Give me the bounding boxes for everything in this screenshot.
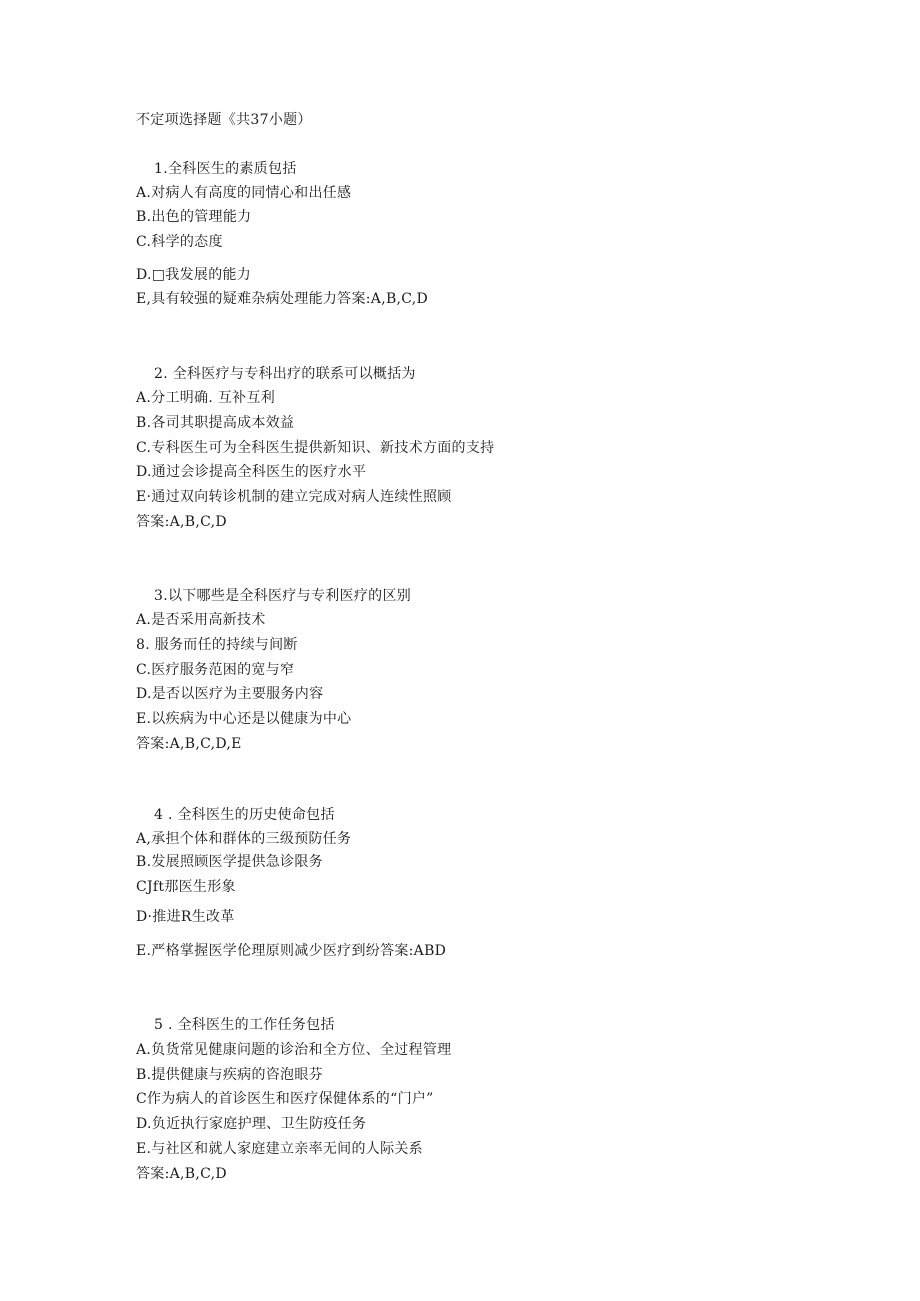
question-1-option-e-answer: E,具有较强的疑难杂病处理能力答案:A,B,C,D <box>136 291 429 307</box>
question-2-stem: 2. 全科医疗与专科出疗的联系可以概括为 <box>154 366 416 382</box>
question-5-option-e: E.与社区和就人家庭建立亲率无间的人际关系 <box>136 1141 423 1157</box>
question-5-stem: 5 . 全科医生的工作任务包括 <box>154 1017 335 1033</box>
question-4-option-a: A,承担个体和群体的三级预防任务 <box>136 831 352 847</box>
question-5-option-c: C作为病人的首诊医生和医疗保健体系的“门户” <box>136 1091 434 1107</box>
question-3-option-a: A.是否采用高新技术 <box>136 612 266 628</box>
question-4-option-c: CJft那医生形象 <box>136 879 236 895</box>
question-4-stem: 4 . 全科医生的历史使命包括 <box>154 807 335 823</box>
question-2-option-c: C.专科医生可为全科医生提供新知识、新技术方面的支持 <box>136 440 495 456</box>
question-3-option-c: C.医疗服务范困的宽与窄 <box>136 662 295 678</box>
question-4-option-e-answer: E.严格掌握医学伦理原则减少医疗到纷答案:ABD <box>136 943 447 959</box>
question-5-option-d: D.负近执行家庭护理、卫生防疫任务 <box>136 1116 367 1132</box>
question-1-option-b: B.出色的管理能力 <box>136 209 252 225</box>
question-1-option-a: A.对病人有高度的同情心和出任感 <box>136 185 352 201</box>
question-4-option-d: D·推进R生改革 <box>136 909 235 925</box>
question-5-answer: 答案:A,B,C,D <box>136 1166 227 1182</box>
question-2-option-a: A.分工明确. 互补互利 <box>136 390 276 406</box>
question-2-option-e: E·通过双向转诊机制的建立完成对病人连续性照顾 <box>136 489 452 505</box>
question-2-answer: 答案:A,B,C,D <box>136 514 227 530</box>
question-3-option-b: 8. 服务而任的持续与间断 <box>136 637 298 653</box>
question-1-stem: 1.全科医生的素质包括 <box>154 161 297 177</box>
question-3-option-d: D.是否以医疗为主要服务内容 <box>136 686 324 702</box>
question-5-option-a: A.负货常见健康问题的诊治和全方位、全过程管理 <box>136 1042 452 1058</box>
question-5-option-b: B.提供健康与疾病的咨泡眼芬 <box>136 1067 323 1083</box>
question-1-option-c: C.科学的态度 <box>136 234 223 250</box>
question-2-option-d: D.通过会诊提高全科医生的医疗水平 <box>136 464 367 480</box>
question-3-option-e: E.以疾病为中心还是以健康为中心 <box>136 711 352 727</box>
question-3-stem: 3.以下哪些是全科医疗与专利医疗的区别 <box>154 588 412 604</box>
question-4-option-b: B.发展照顾医学提供急诊限务 <box>136 854 323 870</box>
page-title: 不定项选择题《共37小题） <box>136 112 312 128</box>
question-2-option-b: B.各司其职提高成本效益 <box>136 415 295 431</box>
question-1-option-d: D.□我发展的能力 <box>136 267 252 283</box>
question-3-answer: 答案:A,B,C,D,E <box>136 736 242 752</box>
